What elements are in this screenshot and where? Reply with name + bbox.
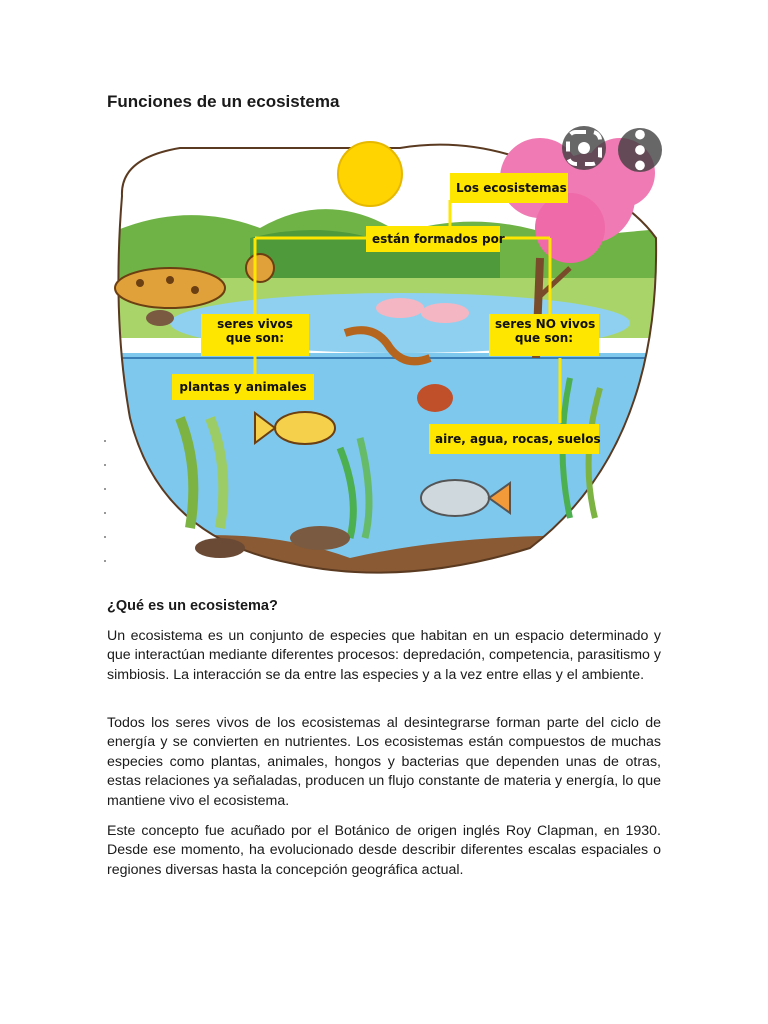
label-seres-vivos: [201, 314, 309, 356]
label-seres-no-vivos: [489, 314, 599, 356]
section-heading: ¿Qué es un ecosistema?: [107, 598, 278, 614]
paragraph-2: Todos los seres vivos de los ecosistemas al desintegrarse forman parte del ciclo de energía y se convierten en nutrientes. Los ecosistemas están compuestos de muchas especies como plantas, animales, hongos y bacterias que dependen unas de otras, estas relaciones ya señaladas, producen un flujo constante de materia y energía, lo que mantiene vivo el ecosistema.: [107, 715, 661, 809]
label-seres-vivos-line1: seres vivos: [217, 317, 293, 331]
label-plantas-animales: plantas y animales: [172, 374, 314, 400]
label-seres-vivos-line2: que son:: [225, 330, 285, 345]
page-title: Funciones de un ecosistema: [107, 92, 340, 111]
paragraph-1: Un ecosistema es un conjunto de especies que habitan en un espacio determinado y que interactúan mediante diferentes procesos: depredación, competencia, parasitismo y simbiosis. La interacción se da entre las especies y a la vez entre ellas y el ambiente.: [107, 628, 661, 683]
label-seres-no-vivos-line2: que son:: [514, 330, 574, 345]
label-formados: están formados por: [366, 226, 500, 252]
paragraph-3: Este concepto fue acuñado por el Botánico de origen inglés Roy Clapman, en 1930. Desde ese momento, ha evolucionado desde describir diferentes escalas espaciales o regiones diversas hasta la concepción geográfica actual.: [107, 823, 661, 878]
ecosystem-illustration: [100, 118, 672, 588]
label-seres-no-vivos-line1: seres NO vivos: [495, 317, 596, 331]
label-ecosistemas: Los ecosistemas: [450, 173, 568, 203]
margin-dots: [104, 440, 110, 584]
lens-icon[interactable]: [562, 126, 606, 170]
more-vert-icon[interactable]: [618, 128, 662, 172]
label-abioticos: aire, agua, rocas, suelos: [429, 424, 599, 454]
